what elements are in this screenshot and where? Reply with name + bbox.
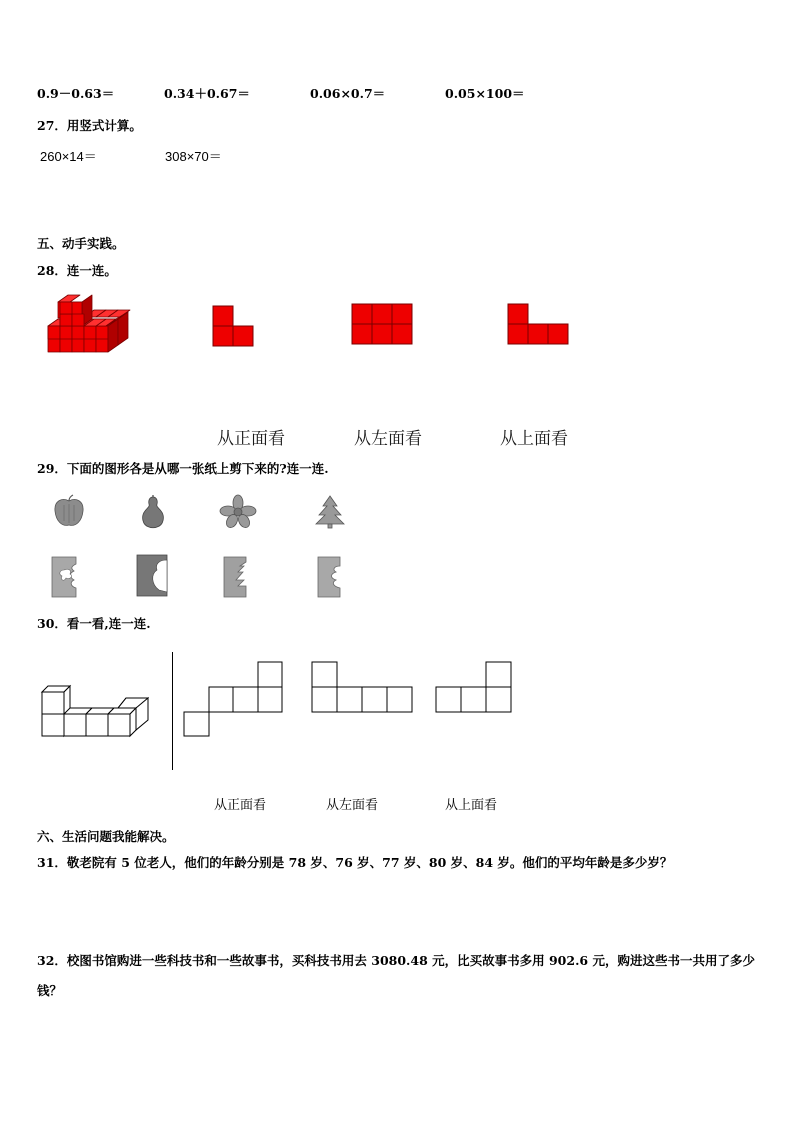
expression-4: 0.05×100＝ — [445, 86, 525, 101]
section-6-heading: 六、生活问题我能解决。 — [37, 829, 175, 844]
view-grid-l-four — [312, 662, 414, 714]
q30-view-front: 从正面看 — [214, 798, 267, 813]
expression-2: 0.34＋0.67＝ — [164, 86, 250, 101]
view-shape-rect — [352, 304, 414, 346]
q27-item-1: 260×14＝ — [40, 149, 97, 164]
q27-title: 27．用竖式计算。 — [37, 118, 142, 133]
section-5-heading: 五、动手实践。 — [37, 236, 125, 251]
view-shape-l — [213, 306, 255, 348]
view-grid-staircase — [184, 662, 284, 738]
q28-title: 28．连一连。 — [37, 263, 117, 278]
q28-view-front: 从正面看 — [217, 429, 285, 449]
paper-b-icon — [135, 554, 171, 598]
q30-title: 30．看一看,连一连. — [37, 616, 151, 631]
q27-item-2: 308×70＝ — [165, 149, 222, 164]
q30-view-left: 从左面看 — [326, 798, 379, 813]
paper-a-icon — [50, 556, 82, 598]
q32-text: 32．校图书馆购进一些科技书和一些故事书，买科技书用去 3080.48 元，比买故事书多用 902.6 元，购进这些书一共用了多少钱？ — [37, 953, 755, 998]
q28-view-top: 从上面看 — [500, 429, 568, 449]
q28-view-left: 从左面看 — [354, 429, 422, 449]
expression-1: 0.9－0.63＝ — [37, 86, 115, 101]
wireframe-cube-solid — [42, 686, 154, 740]
q29-title: 29．下面的图形各是从哪一张纸上剪下来的?连一连. — [37, 461, 329, 476]
q31-text: 31．敬老院有 5 位老人，他们的年龄分别是 78 岁、76 岁、77 岁、80 岁、84 岁。他们的平均年龄是多少岁？ — [37, 855, 673, 870]
q30-view-top: 从上面看 — [445, 798, 498, 813]
gourd-cutout-icon — [138, 495, 168, 531]
view-grid-reversed-l — [436, 662, 514, 714]
flower-cutout-icon — [220, 495, 256, 529]
red-cube-solid — [40, 290, 130, 355]
view-shape-long-l — [508, 304, 570, 346]
tree-cutout-icon — [314, 495, 346, 529]
paper-c-icon — [222, 556, 252, 598]
apple-cutout-icon — [52, 495, 86, 529]
expression-3: 0.06×0.7＝ — [310, 86, 386, 101]
vertical-divider — [172, 652, 173, 770]
paper-d-icon — [316, 556, 348, 598]
